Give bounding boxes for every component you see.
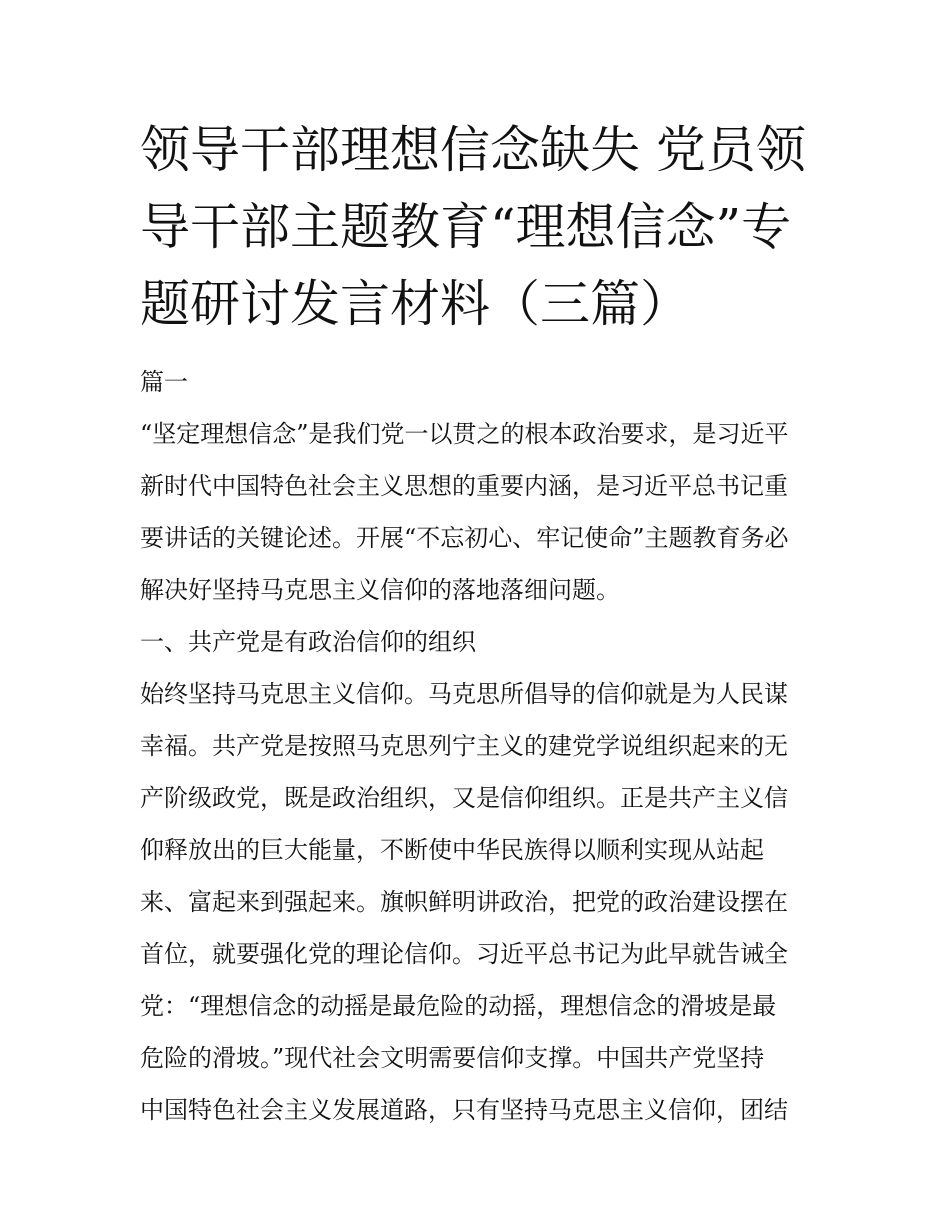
paragraph-line: 产阶级政党，既是政治组织，又是信仰组织。正是共产主义信 xyxy=(140,784,788,812)
section-label-text: 篇一 xyxy=(140,368,188,396)
section-label xyxy=(140,356,820,408)
paragraph-line: 首位，就要强化党的理论信仰。习近平总书记为此早就告诫全 xyxy=(140,940,788,968)
title-line: 导干部主题教育“理想信念”专 xyxy=(140,198,792,256)
title-line: 题研讨发言材料（三篇） xyxy=(140,275,690,333)
paragraph-line: 解决好坚持马克思主义信仰的落地落细问题。 xyxy=(140,576,620,604)
document-title xyxy=(140,112,820,343)
paragraph-line: 党：“理想信念的动摇是最危险的动摇，理想信念的滑坡是最 xyxy=(140,992,777,1020)
paragraph-line: 要讲话的关键论述。开展“不忘初心、牢记使命”主题教育务必 xyxy=(140,524,789,552)
paragraph-line: 危险的滑坡。”现代社会文明需要信仰支撑。中国共产党坚持 xyxy=(140,1044,765,1072)
paragraph-2 xyxy=(140,668,820,1136)
paragraph-line: 仰释放出的巨大能量，不断使中华民族得以顺利实现从站起 xyxy=(140,836,764,864)
title-line: 领导干部理想信念缺失 党员领 xyxy=(140,121,806,179)
paragraph-line: “坚定理想信念”是我们党一以贯之的根本政治要求，是习近平 xyxy=(140,420,789,448)
paragraph-line: 幸福。共产党是按照马克思列宁主义的建党学说组织起来的无 xyxy=(140,732,788,760)
paragraph-line: 中国特色社会主义发展道路，只有坚持马克思主义信仰，团结 xyxy=(140,1096,788,1124)
paragraph-line: 始终坚持马克思主义信仰。马克思所倡导的信仰就是为人民谋 xyxy=(140,680,788,708)
paragraph-1 xyxy=(140,408,820,616)
section-heading-text: 一、共产党是有政治信仰的组织 xyxy=(140,628,476,656)
paragraph-line: 来、富起来到强起来。旗帜鲜明讲政治，把党的政治建设摆在 xyxy=(140,888,788,916)
section-heading-1 xyxy=(140,616,820,668)
paragraph-line: 新时代中国特色社会主义思想的重要内涵，是习近平总书记重 xyxy=(140,472,788,500)
